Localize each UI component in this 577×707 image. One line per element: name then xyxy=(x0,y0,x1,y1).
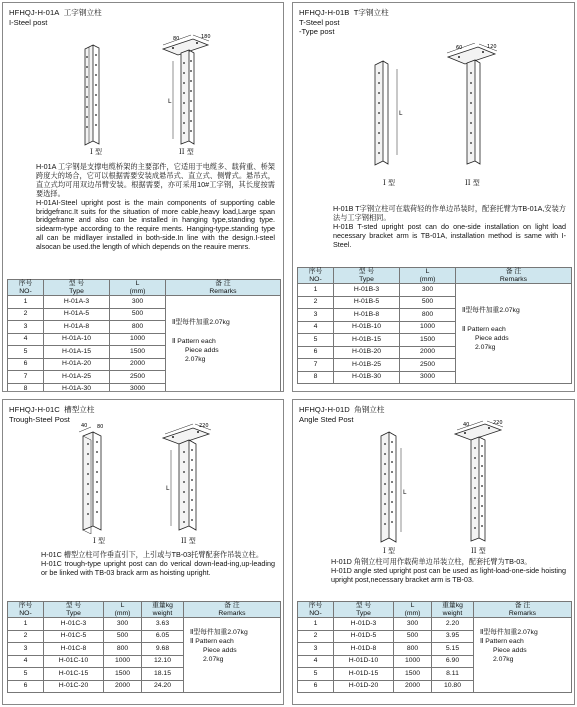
col-remarks: 备 注 Remarks xyxy=(456,268,572,284)
description-en: H-01D angle sted upright post can be used as light-load-one-side hoisting upright post,necessary bracket arm is TB-03. xyxy=(331,565,566,584)
dim-l: L xyxy=(168,98,172,105)
panel-header xyxy=(9,8,102,27)
remark-en-1: Ⅱ Pattern each xyxy=(462,326,506,334)
remark-en-1: Ⅱ Pattern each xyxy=(172,338,216,346)
product-code: HFHQJ-H-01C xyxy=(9,405,60,414)
spec-table xyxy=(297,267,572,384)
table-row: 4 H-01A-10 1000 xyxy=(8,333,281,346)
dim-60: 60 xyxy=(456,45,463,51)
remark-cn: Ⅱ型每件加重2.07kg xyxy=(190,629,248,637)
dim-220: 220 xyxy=(199,423,209,429)
panel-header xyxy=(299,8,389,37)
table-row: 8 H-01B-30 3000 xyxy=(298,371,572,384)
dim-l: L xyxy=(166,485,170,492)
panel-h01b xyxy=(292,2,575,392)
remark-en-2: Piece adds xyxy=(493,647,527,655)
product-title-cn: 槽型立柱 xyxy=(64,405,95,414)
trough-steel-illustration xyxy=(71,422,226,534)
remark-en-2: Piece adds xyxy=(203,647,237,655)
table-row: 6 H-01B-20 2000 xyxy=(298,346,572,359)
table-row: 6 H-01C-20 2000 24.20 xyxy=(8,680,281,693)
col-length: L (mm) xyxy=(400,268,456,284)
table-row: 2 H-01D-5 500 3.95 xyxy=(298,630,572,643)
col-type: 型 号 Type xyxy=(334,602,394,618)
remark-cn: Ⅱ型每件加重2.07kg xyxy=(172,319,230,327)
table-row: 2 H-01C-5 500 6.05 xyxy=(8,630,281,643)
table-header-row xyxy=(298,602,572,618)
product-code: HFHQJ-H-01D xyxy=(299,405,350,414)
product-title-en-2: -Type post xyxy=(299,27,335,36)
dim-80: 80 xyxy=(173,36,180,42)
product-title-cn: 角钢立柱 xyxy=(354,405,385,414)
col-type: 型 号 Type xyxy=(44,602,104,618)
table-row: 3 H-01A-8 800 xyxy=(8,321,281,334)
remark-en-1: Ⅱ Pattern each xyxy=(190,638,234,646)
table-row: 1 H-01B-3 300 Ⅱ型每件加重2.07kg Ⅱ Pattern each Piece adds 2.07kg xyxy=(298,284,572,297)
product-title-en: Angle Sted Post xyxy=(299,414,354,424)
dim-220: 220 xyxy=(493,420,503,426)
table-row: 1 H-01A-3 300 Ⅱ型每件加重2.07kg Ⅱ Pattern each Piece adds 2.07kg xyxy=(8,296,281,309)
table-row: 2 H-01A-5 500 xyxy=(8,308,281,321)
remarks-cell xyxy=(166,296,281,392)
product-title-en: I-Steel post xyxy=(9,17,48,27)
col-type: 型 号 Type xyxy=(334,268,400,284)
table-row: 6 H-01A-20 2000 xyxy=(8,358,281,371)
remarks-cell xyxy=(456,284,572,384)
col-length: L (mm) xyxy=(110,280,166,296)
description-en: H-01B T-sted upright post can do one-side installation on light load necessary bracket arm is TB-01A, installation method is same with I-Steel. xyxy=(333,221,566,249)
dim-40: 40 xyxy=(81,423,88,429)
figure-label-type-1: I 型 xyxy=(93,537,105,545)
dim-40: 40 xyxy=(463,422,470,428)
table-row: 1 H-01D-3 300 2.20 Ⅱ型每件加重2.07kg Ⅱ Pattern each Piece adds 2.07kg xyxy=(298,618,572,631)
dim-l: L xyxy=(399,110,403,117)
figure-label-type-1: I 型 xyxy=(383,179,395,187)
remark-en-2: Piece adds xyxy=(185,347,219,355)
col-no: 序号 NO- xyxy=(298,268,334,284)
table-row: 3 H-01D-8 800 5.15 xyxy=(298,643,572,656)
col-no: 序号 NO- xyxy=(8,280,44,296)
figure-label-type-1: I 型 xyxy=(90,148,102,156)
table-row: 7 H-01B-25 2500 xyxy=(298,359,572,372)
table-row: 8 H-01A-30 3000 xyxy=(8,383,281,392)
remark-en-1: Ⅱ Pattern each xyxy=(480,638,524,646)
description xyxy=(41,551,275,578)
table-row: 3 H-01B-8 800 xyxy=(298,309,572,322)
figure-label-type-2: II 型 xyxy=(465,179,480,187)
figure-label-type-2: II 型 xyxy=(179,148,194,156)
i-steel-illustration xyxy=(73,31,223,153)
col-length: L (mm) xyxy=(104,602,142,618)
description-en: H-01AI-Steel upright post is the main components of supporting cable bridgefranc.It suits for the situation of more cable,heavy load,Large span bridgeframe and also can be installed in hanging type,standing type. sidearm-type according to the require ments. Hanging-type.standing type all can be midllayer installed in both-side.In line with the design.I-steel alsocan be used.the length of which depends on the reauire menrs. xyxy=(36,197,275,252)
product-title-en: Trough-Steel Post xyxy=(9,414,70,424)
dim-l: L xyxy=(403,489,407,496)
table-row: 4 H-01D-10 1000 6.90 xyxy=(298,655,572,668)
remark-en-2: Piece adds xyxy=(475,335,509,343)
dim-80: 80 xyxy=(97,424,104,430)
col-remarks: 备 注 Remarks xyxy=(474,602,572,618)
description-cn: H-01A 工字钢是支撑电缆桥架的主要部件，它适用于电缆多、载荷重、桥架跨度大的场合，它可以根据需要安装成悬吊式、直立式、侧臂式。悬吊式，直立式均可用双边吊臂安装。根据需要，亦可采用10#工字钢，其长度按需要选择。 xyxy=(36,162,275,198)
col-weight: 重量kg weight xyxy=(142,602,184,618)
post-drawing xyxy=(363,43,513,175)
remark-en-3: 2.07kg xyxy=(185,356,206,364)
table-row: 7 H-01A-25 2500 xyxy=(8,371,281,384)
product-title-en: T-Steel post xyxy=(299,17,340,27)
table-header-row xyxy=(298,268,572,284)
description-cn: H-01C 槽型立柱可作垂直引下，上引或与TB-03托臂配套作吊装立柱。 xyxy=(41,550,264,559)
remark-en-3: 2.07kg xyxy=(475,344,496,352)
product-code: HFHQJ-H-01B xyxy=(299,8,350,17)
table-row: 4 H-01C-10 1000 12.10 xyxy=(8,655,281,668)
table-row: 6 H-01D-20 2000 10.80 xyxy=(298,680,572,693)
col-no: 序号 NO- xyxy=(8,602,44,618)
table-row: 4 H-01B-10 1000 xyxy=(298,321,572,334)
figure-label-type-2: II 型 xyxy=(181,537,196,545)
angle-steel-illustration xyxy=(371,420,521,548)
panel-h01a xyxy=(2,2,284,392)
figure-label-type-2: II 型 xyxy=(471,547,486,555)
dim-120: 120 xyxy=(487,44,497,50)
description xyxy=(36,163,275,252)
table-row: 5 H-01A-15 1500 xyxy=(8,346,281,359)
post-drawing xyxy=(73,31,223,153)
table-row: 5 H-01D-15 1500 8.11 xyxy=(298,668,572,681)
table-row: 2 H-01B-5 500 xyxy=(298,296,572,309)
remark-en-3: 2.07kg xyxy=(493,656,514,664)
description xyxy=(331,558,566,585)
col-length: L (mm) xyxy=(394,602,432,618)
col-remarks: 备 注 Remarks xyxy=(184,602,281,618)
description-en: H-01C trough-type upright post can do verical down-lead-ing,up-leading or be linked with TB-03 brack arm as hoisting upright. xyxy=(41,558,275,577)
product-title-cn: T字钢立柱 xyxy=(353,8,389,17)
description-cn: H-01D 角钢立柱可用作载荷单边吊装立柱，配套托臂为TB-03。 xyxy=(331,557,532,566)
spec-table xyxy=(7,601,281,693)
col-type: 型 号 Type xyxy=(44,280,110,296)
panel-h01d xyxy=(292,399,575,705)
description xyxy=(333,205,566,250)
table-row: 5 H-01B-15 1500 xyxy=(298,334,572,347)
table-row: 3 H-01C-8 800 9.68 xyxy=(8,643,281,656)
product-title-cn: 工字钢立柱 xyxy=(63,8,102,17)
post-drawing xyxy=(371,420,521,548)
remark-cn: Ⅱ型每件加重2.07kg xyxy=(462,307,520,315)
spec-table xyxy=(7,279,281,392)
remark-cn: Ⅱ型每件加重2.07kg xyxy=(480,629,538,637)
table-row: 5 H-01C-15 1500 18.15 xyxy=(8,668,281,681)
product-code: HFHQJ-H-01A xyxy=(9,8,60,17)
figure-label-type-1: I 型 xyxy=(383,547,395,555)
description-cn: H-01B T字钢立柱可在载荷轻的作单边吊装时，配套托臂为TB-01A,安装方法与工字钢相同。 xyxy=(333,204,566,222)
col-remarks: 备 注 Remarks xyxy=(166,280,281,296)
panel-h01c xyxy=(2,399,284,705)
col-no: 序号 NO- xyxy=(298,602,334,618)
spec-table xyxy=(297,601,572,693)
remarks-cell xyxy=(184,618,281,693)
remark-en-3: 2.07kg xyxy=(203,656,224,664)
table-header-row xyxy=(8,602,281,618)
post-drawing xyxy=(71,422,226,534)
table-row: 1 H-01C-3 300 3.63 Ⅱ型每件加重2.07kg Ⅱ Pattern each Piece adds 2.07kg xyxy=(8,618,281,631)
col-weight: 重量kg weight xyxy=(432,602,474,618)
t-steel-illustration xyxy=(363,43,513,175)
remarks-cell xyxy=(474,618,572,693)
dim-180: 180 xyxy=(201,34,211,40)
table-header-row xyxy=(8,280,281,296)
